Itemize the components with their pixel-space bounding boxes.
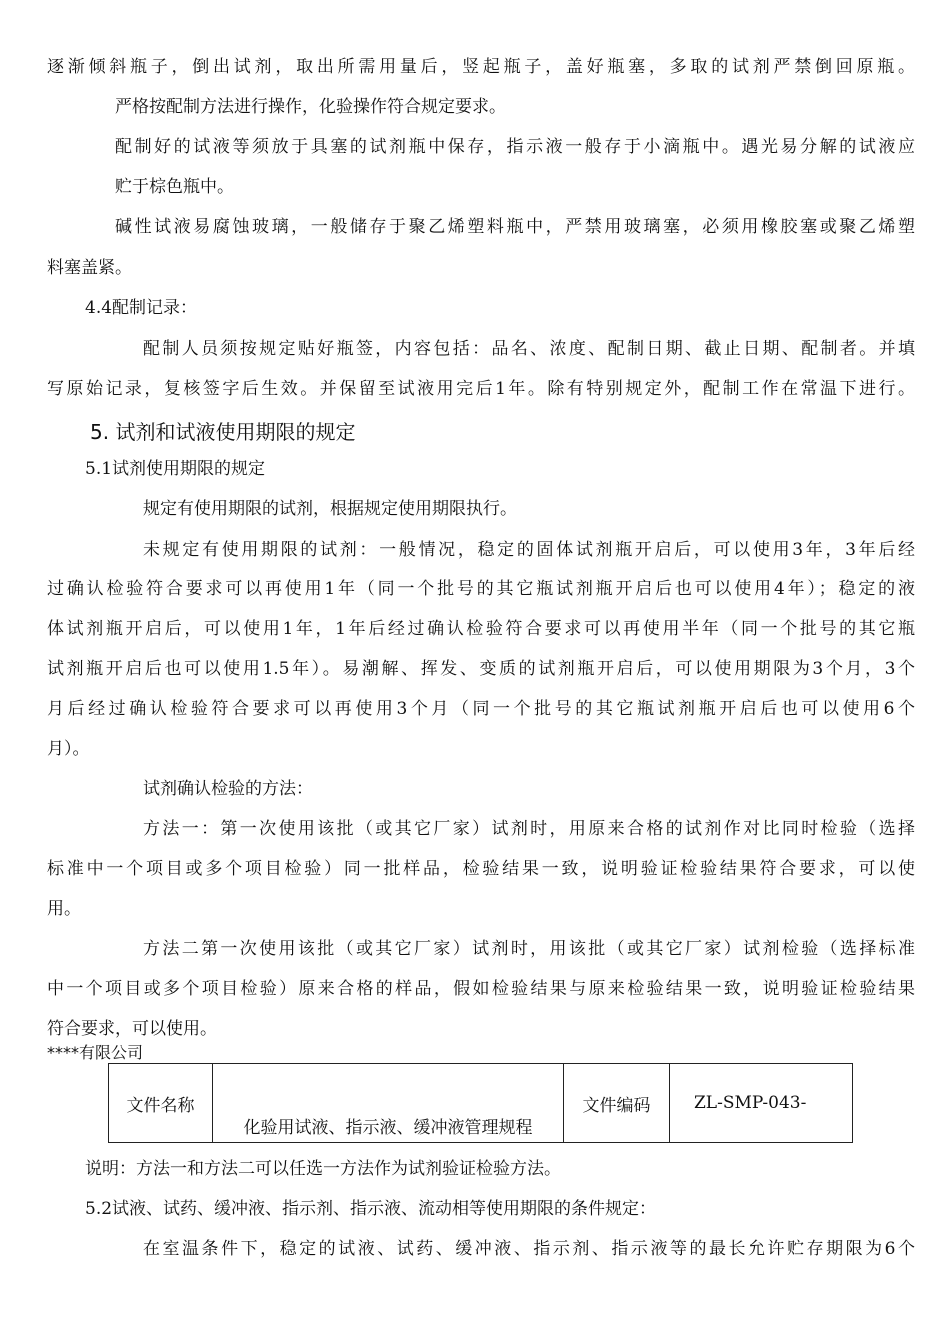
doc-name: 化验用试液、指示液、缓冲液管理规程: [213, 1064, 564, 1143]
section-title: 4.4配制记录：: [85, 298, 198, 318]
section-title: 5.2试液、试药、缓冲液、指示剂、指示液、流动相等使用期限的条件规定：: [85, 1199, 657, 1219]
paragraph-line: 写原始记录，复核签字后生效。并保留至试液用完后1年。除有特别规定外，配制工作在常温下进行。: [47, 379, 915, 399]
chapter-heading: 5. 试剂和试液使用期限的规定: [90, 420, 356, 444]
paragraph-line: 中一个项目或多个项目检验）原来合格的样品，假如检验结果与原来检验结果一致，说明验证检验结果: [47, 979, 915, 999]
paragraph-line: 符合要求，可以使用。: [47, 1019, 217, 1039]
paragraph-line: 规定有使用期限的试剂，根据规定使用期限执行。: [143, 499, 517, 519]
paragraph-line: 配制人员须按规定贴好瓶签，内容包括：品名、浓度、配制日期、截止日期、配制者。并填: [143, 339, 915, 359]
paragraph-line: 过确认检验符合要求可以再使用1年（同一个批号的其它瓶试剂瓶开启后也可以使用4年）；稳定的液: [47, 579, 915, 599]
paragraph-line: 碱性试液易腐蚀玻璃，一般储存于聚乙烯塑料瓶中，严禁用玻璃塞，必须用橡胶塞或聚乙烯塑: [115, 217, 915, 237]
paragraph-line: 方法二第一次使用该批（或其它厂家）试剂时，用该批（或其它厂家）试剂检验（选择标准: [143, 939, 915, 959]
paragraph-line: 方法一：第一次使用该批（或其它厂家）试剂时，用原来合格的试剂作对比同时检验（选择: [143, 819, 915, 839]
paragraph-line: 试剂瓶开启后也可以使用1.5年）。易潮解、挥发、变质的试剂瓶开启后，可以使用期限为3个月，3个: [47, 659, 915, 679]
paragraph-line: 说明：方法一和方法二可以任选一方法作为试剂验证检验方法。: [85, 1159, 561, 1179]
paragraph-line: 标准中一个项目或多个项目检验）同一批样品，检验结果一致，说明验证检验结果符合要求，可以使: [47, 859, 915, 879]
paragraph-line: 体试剂瓶开启后，可以使用1年，1年后经过确认检验符合要求可以再使用半年（同一个批号的其它瓶: [47, 619, 915, 639]
paragraph-line: 月）。: [47, 739, 90, 759]
doc-code-label: 文件编码: [564, 1064, 670, 1143]
paragraph-line: 严格按配制方法进行操作，化验操作符合规定要求。: [115, 97, 506, 117]
paragraph-line: 试剂确认检验的方法：: [143, 779, 313, 799]
doc-code: ZL-SMP-043-: [670, 1064, 853, 1143]
section-title: 5.1试剂使用期限的规定: [85, 459, 266, 479]
paragraph-line: 未规定有使用期限的试剂：一般情况，稳定的固体试剂瓶开启后，可以使用3年，3年后经: [143, 540, 915, 560]
document-header-table: [108, 1063, 853, 1143]
paragraph-line: 用。: [47, 899, 81, 919]
paragraph-line: 逐渐倾斜瓶子，倒出试剂，取出所需用量后，竖起瓶子，盖好瓶塞，多取的试剂严禁倒回原瓶。: [47, 57, 915, 77]
paragraph-line: 配制好的试液等须放于具塞的试剂瓶中保存，指示液一般存于小滴瓶中。遇光易分解的试液应: [115, 137, 915, 157]
company-name: ****有限公司: [47, 1043, 144, 1062]
paragraph-line: 在室温条件下，稳定的试液、试药、缓冲液、指示剂、指示液等的最长允许贮存期限为6个: [143, 1239, 915, 1259]
paragraph-line: 贮于棕色瓶中。: [115, 177, 234, 197]
paragraph-line: 料塞盖紧。: [47, 258, 132, 278]
doc-name-label: 文件名称: [109, 1064, 213, 1143]
paragraph-line: 月后经过确认检验符合要求可以再使用3个月（同一个批号的其它瓶试剂瓶开启后也可以使用6个: [47, 699, 915, 719]
